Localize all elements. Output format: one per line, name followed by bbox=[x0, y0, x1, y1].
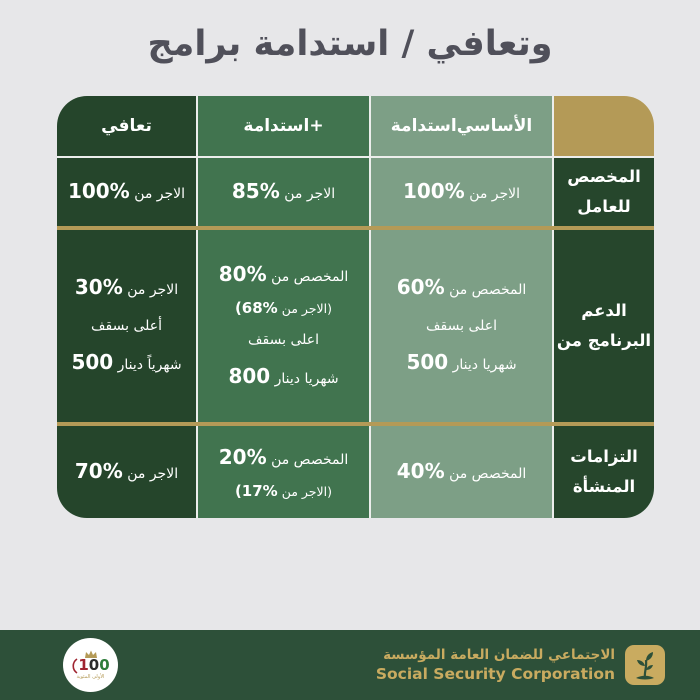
ssc-logo bbox=[625, 645, 665, 685]
centennial-logo bbox=[63, 638, 118, 692]
cell-row2-col1: 30% من الاجر بسقف أعلى 500 دينار شهرياً bbox=[57, 230, 196, 422]
org-name-english: Social Security Corporation bbox=[375, 665, 615, 683]
cell-row1-col3: 100% من الاجر bbox=[371, 158, 552, 226]
corner-cell bbox=[554, 96, 654, 156]
cell-row2-col2: 80% من المخصص (68% من الاجر) بسقف اعلى 800 دينار شهريا bbox=[198, 230, 369, 422]
cell-row1-col2: 85% من الاجر bbox=[198, 158, 369, 226]
organization-block bbox=[376, 645, 665, 685]
footer-bar bbox=[0, 630, 700, 700]
org-name-arabic: المؤسسة العامة للضمان الاجتماعي bbox=[383, 647, 615, 663]
cell-row1-col1: 100% من الاجر bbox=[57, 158, 196, 226]
swoosh-icon bbox=[71, 658, 78, 674]
cell-row3-col1: 70% من الاجر bbox=[57, 426, 196, 518]
row-header-1: المخصص للعامل bbox=[554, 158, 654, 226]
cell-row2-col3: 60% من المخصص بسقف اعلى 500 دينار شهريا bbox=[371, 230, 552, 422]
column-header-1: تعافي bbox=[57, 96, 196, 156]
programs-table bbox=[57, 96, 654, 518]
column-header-2: استدامة + bbox=[198, 96, 369, 156]
page-title: برامج استدامة / وتعافي bbox=[147, 24, 553, 64]
column-header-3: استدامة الأساسي bbox=[371, 96, 552, 156]
centennial-number: 1 0 0 bbox=[71, 658, 109, 674]
tree-icon bbox=[631, 650, 659, 680]
cell-row3-col3: 40% من المخصص bbox=[371, 426, 552, 518]
centennial-caption: المئوية الأولى bbox=[76, 673, 105, 680]
row-header-2: الدعم من البرنامج bbox=[554, 230, 654, 422]
cell-row3-col2: 20% من المخصص (17% من الاجر) bbox=[198, 426, 369, 518]
row-header-3: التزامات المنشأة bbox=[554, 426, 654, 518]
